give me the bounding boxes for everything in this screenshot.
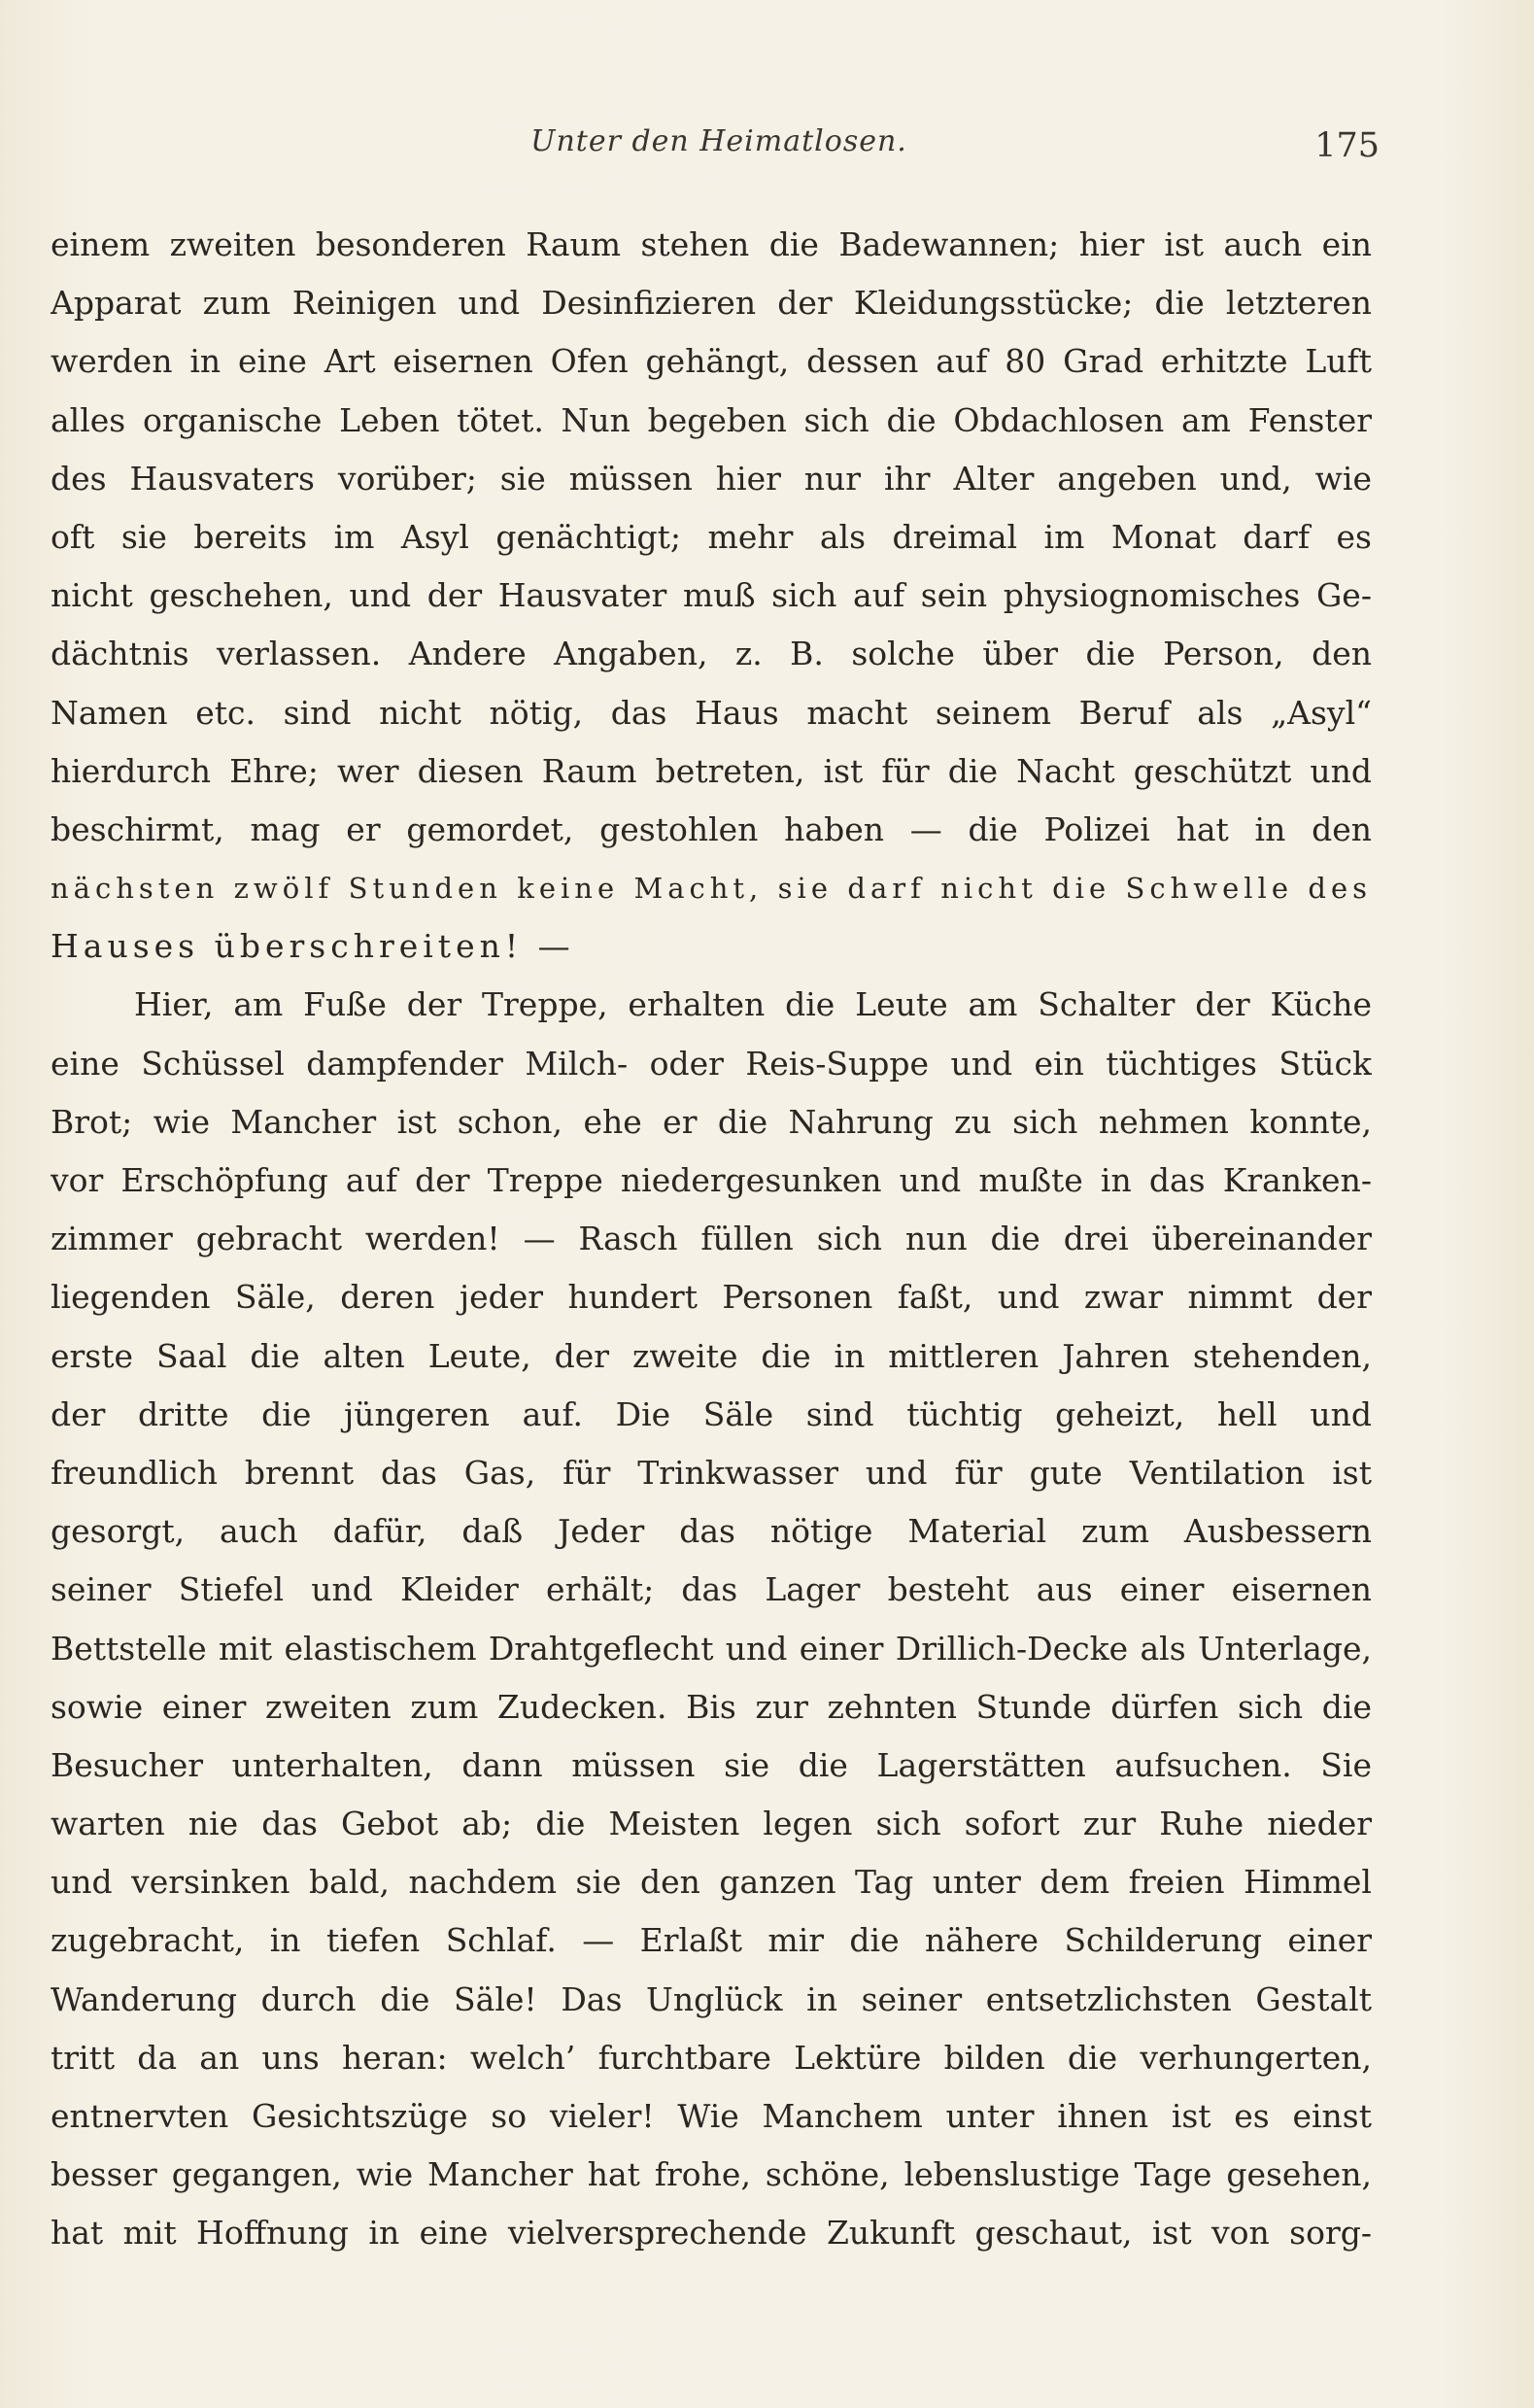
text-line-spaced: Hauses überschreiten! — xyxy=(51,927,575,966)
text-line: alles organische Leben tötet. Nun begeben sich die Obdachlosen am Fenster xyxy=(51,400,1372,439)
text-line: gesorgt, auch dafür, daß Jeder das nötige Material zum Ausbessern xyxy=(51,1512,1372,1551)
text-line: liegenden Säle, deren jeder hundert Personen faßt, und zwar nimmt der xyxy=(51,1278,1372,1317)
text-line-spaced: nächsten zwölf Stunden keine Macht, sie darf nicht die Schwelle des xyxy=(51,872,1372,906)
text-line: einem zweiten besonderen Raum stehen die Badewannen; hier ist auch ein xyxy=(51,225,1372,263)
text-line: entnervten Gesichtszüge so vieler! Wie Manchem unter ihnen ist es einst xyxy=(51,2097,1372,2135)
paragraph-start-line: Hier, am Fuße der Treppe, erhalten die Leute am Schalter der Küche xyxy=(134,985,1372,1024)
text-line: Bettstelle mit elastischem Drahtgeflecht und einer Drillich-Decke als Unterlage, xyxy=(51,1629,1372,1668)
text-line: besser gegangen, wie Mancher hat frohe, schöne, lebenslustige Tage gesehen, xyxy=(51,2155,1372,2194)
text-line: beschirmt, mag er gemordet, gestohlen haben — die Polizei hat in den xyxy=(51,809,1372,848)
text-line: nicht geschehen, und der Hausvater muß sich auf sein physiognomisches Ge- xyxy=(51,576,1372,615)
text-line: vor Erschöpfung auf der Treppe niedergesunken und mußte in das Kranken- xyxy=(51,1161,1372,1199)
text-line: zimmer gebracht werden! — Rasch füllen sich nun die drei übereinander xyxy=(51,1220,1372,1258)
text-line: hierdurch Ehre; wer diesen Raum betreten, ist für die Nacht geschützt und xyxy=(51,751,1372,790)
text-line: Besucher unterhalten, dann müssen sie die Lagerstätten aufsuchen. Sie xyxy=(51,1745,1372,1784)
text-line: Brot; wie Mancher ist schon, ehe er die Nahrung zu sich nehmen konnte, xyxy=(51,1102,1372,1141)
text-line: dächtnis verlassen. Andere Angaben, z. B. solche über die Person, den xyxy=(51,635,1372,673)
text-line: und versinken bald, nachdem sie den ganzen Tag unter dem freien Himmel xyxy=(51,1863,1372,1902)
text-line: der dritte die jüngeren auf. Die Säle sind tüchtig geheizt, hell und xyxy=(51,1394,1372,1433)
body-text xyxy=(51,216,1372,2263)
text-line: des Hausvaters vorüber; sie müssen hier nur ihr Alter angeben und, wie xyxy=(51,459,1372,498)
text-line: Wanderung durch die Säle! Das Unglück in seiner entsetzlichsten Gestalt xyxy=(51,1979,1372,2018)
text-line: Namen etc. sind nicht nötig, das Haus macht seinem Beruf als „Asyl“ xyxy=(51,693,1372,732)
text-line: zugebracht, in tiefen Schlaf. — Erlaßt mir die nähere Schilderung einer xyxy=(51,1921,1372,1960)
text-line: tritt da an uns heran: welch’ furchtbare Lektüre bilden die verhungerten, xyxy=(51,2038,1372,2077)
text-line: werden in eine Art eisernen Ofen gehängt, dessen auf 80 Grad erhitzte Luft xyxy=(51,342,1372,381)
text-line: sowie einer zweiten zum Zudecken. Bis zur zehnten Stunde dürfen sich die xyxy=(51,1687,1372,1726)
text-line: warten nie das Gebot ab; die Meisten legen sich sofort zur Ruhe nieder xyxy=(51,1805,1372,1843)
text-line: erste Saal die alten Leute, der zweite die in mittleren Jahren stehenden, xyxy=(51,1336,1372,1375)
text-line: eine Schüssel dampfender Milch- oder Reis-Suppe und ein tüchtiges Stück xyxy=(51,1044,1372,1083)
text-line: hat mit Hoffnung in eine vielversprechende Zukunft geschaut, ist von sorg- xyxy=(51,2214,1372,2253)
text-line: Apparat zum Reinigen und Desinfizieren der Kleidungsstücke; die letzteren xyxy=(51,284,1372,323)
text-line: oft sie bereits im Asyl genächtigt; mehr als dreimal im Monat darf es xyxy=(51,517,1372,556)
running-title: Unter den Heimatlosen. xyxy=(530,124,907,158)
text-line: freundlich brennt das Gas, für Trinkwasser und für gute Ventilation ist xyxy=(51,1453,1372,1492)
text-line: seiner Stiefel und Kleider erhält; das Lager besteht aus einer eisernen xyxy=(51,1570,1372,1609)
page-number: 175 xyxy=(1314,126,1380,165)
